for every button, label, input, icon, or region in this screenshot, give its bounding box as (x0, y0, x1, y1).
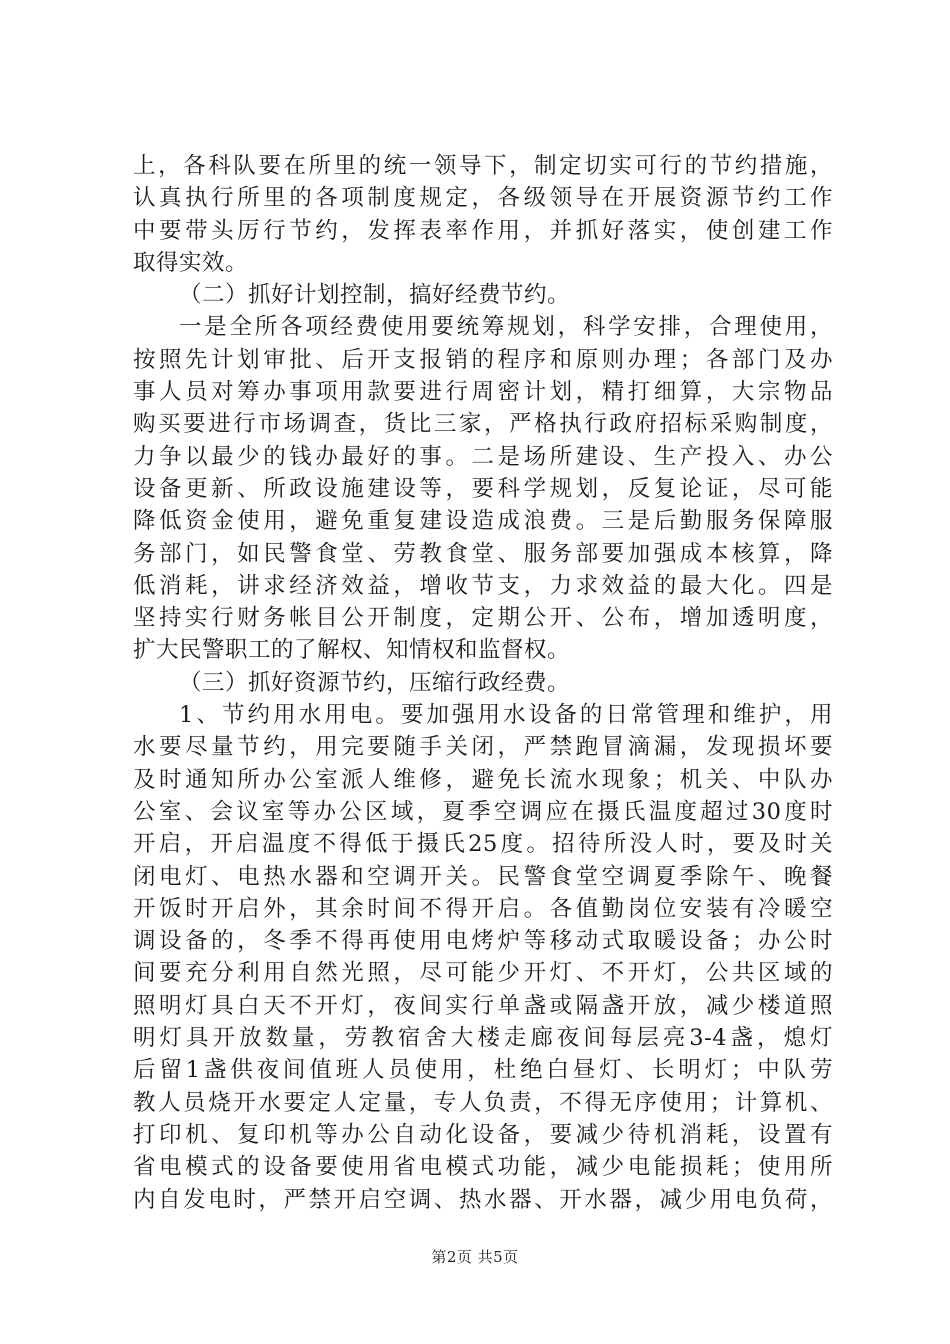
text-line: 开启，开启温度不得低于摄氏25度。招待所没人时，要及时关 (133, 831, 833, 858)
text-line: 中要带头厉行节约，发挥表率作用，并抓好落实，使创建工作 (133, 217, 833, 244)
text-line: 按照先计划审批、后开支报销的程序和原则办理；各部门及办 (133, 346, 833, 373)
text-line: 及时通知所办公室派人维修，避免长流水现象；机关、中队办 (133, 766, 833, 793)
text-line: 明灯具开放数量，劳教宿舍大楼走廊夜间每层亮3-4盏，熄灯 (133, 1025, 833, 1052)
page-footer: 第2页 共5页 (431, 1248, 519, 1266)
text-line: 降低资金使用，避免重复建设造成浪费。三是后勤服务保障服 (133, 508, 833, 535)
text-line: 事人员对筹办事项用款要进行周密计划，精打细算，大宗物品 (133, 379, 833, 406)
text-line: 教人员烧开水要定人定量，专人负责，不得无序使用；计算机、 (133, 1089, 833, 1116)
text-line: 公室、会议室等办公区域，夏季空调应在摄氏温度超过30度时 (133, 798, 833, 825)
text-line: 间要充分利用自然光照，尽可能少开灯、不开灯，公共区域的 (133, 960, 833, 987)
text-line: 扩大民警职工的了解权、知情权和监督权。 (133, 637, 571, 664)
text-line: 闭电灯、电热水器和空调开关。民警食堂空调夏季除午、晚餐 (133, 863, 833, 890)
text-line: 力争以最少的钱办最好的事。二是场所建设、生产投入、办公 (133, 443, 833, 470)
text-line: 设备更新、所政设施建设等，要科学规划，反复论证，尽可能 (133, 475, 833, 502)
document-body (133, 150, 833, 1216)
text-line: 上，各科队要在所里的统一领导下，制定切实可行的节约措施， (133, 153, 833, 179)
text-line: （三）抓好资源节约，压缩行政经费。 (179, 669, 571, 696)
text-line: 取得实效。 (133, 249, 249, 276)
text-line: 坚持实行财务帐目公开制度，定期公开、公布，增加透明度， (133, 605, 833, 632)
text-line: 打印机、复印机等办公自动化设备，要减少待机消耗，设置有 (133, 1121, 833, 1148)
text-line: 调设备的，冬季不得再使用电烤炉等移动式取暖设备；办公时 (133, 928, 833, 955)
text-line: 购买要进行市场调查，货比三家，严格执行政府招标采购制度， (133, 411, 833, 438)
text-line: 照明灯具白天不开灯，夜间实行单盏或隔盏开放，减少楼道照 (133, 992, 833, 1019)
text-line: 省电模式的设备要使用省电模式功能，减少电能损耗；使用所 (133, 1154, 833, 1181)
text-line: 务部门，如民警食堂、劳教食堂、服务部要加强成本核算，降 (133, 540, 833, 567)
text-line: 开饭时开启外，其余时间不得开启。各值勤岗位安装有冷暖空 (133, 895, 833, 922)
text-line: 后留1盏供夜间值班人员使用，杜绝白昼灯、长明灯；中队劳 (133, 1057, 833, 1084)
text-line: 认真执行所里的各项制度规定，各级领导在开展资源节约工作 (133, 185, 833, 212)
text-line: 1、节约用水用电。要加强用水设备的日常管理和维护，用 (179, 702, 833, 729)
text-line: 一是全所各项经费使用要统筹规划，科学安排，合理使用， (179, 314, 833, 341)
text-line: 低消耗，讲求经济效益，增收节支，力求效益的最大化。四是 (133, 572, 833, 599)
text-line: 内自发电时，严禁开启空调、热水器、开水器，减少用电负荷， (133, 1186, 833, 1213)
text-line: （二）抓好计划控制，搞好经费节约。 (179, 282, 571, 309)
text-line: 水要尽量节约，用完要随手关闭，严禁跑冒滴漏，发现损坏要 (133, 734, 833, 761)
